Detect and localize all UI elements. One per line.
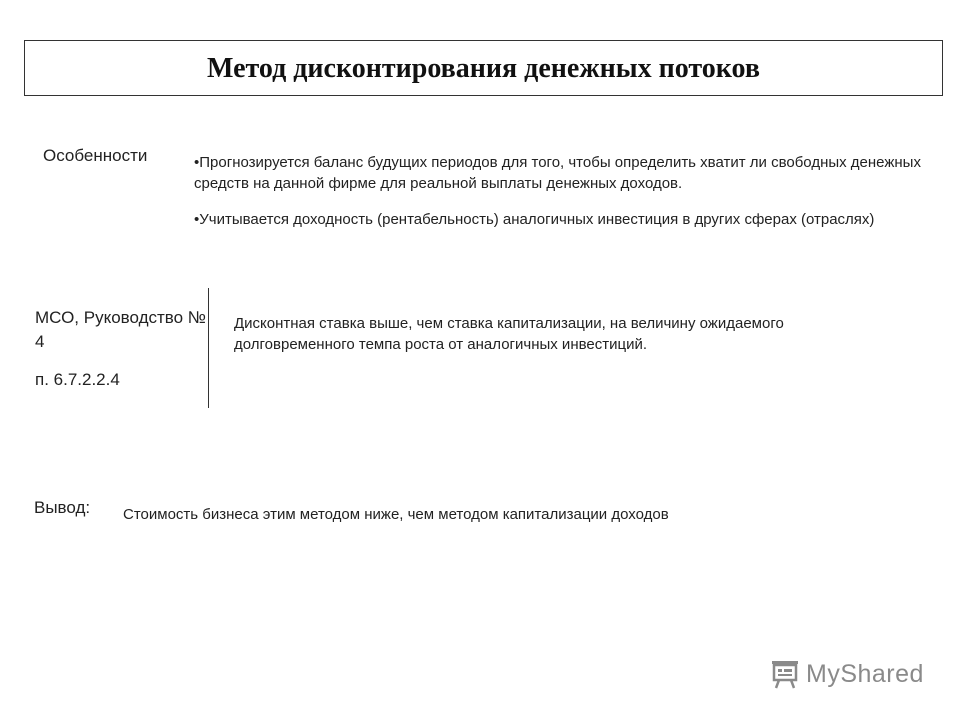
title-box <box>24 40 943 96</box>
presentation-board-icon <box>768 657 802 691</box>
watermark-text: MyShared <box>806 659 924 688</box>
mco-text: Дисконтная ставка выше, чем ставка капитализации, на величину ожидаемого долговременного темпа роста от аналогичных инвестиций. <box>234 315 784 353</box>
watermark <box>768 657 924 691</box>
conclusion-label: Вывод: <box>34 498 91 517</box>
mco-reference-label: МСО, Руководство № 4 <box>35 308 207 351</box>
conclusion-text: Стоимость бизнеса этим методом ниже, чем методом капитализации доходов <box>123 506 669 523</box>
vertical-divider <box>208 288 209 408</box>
features-bullet-1: •Прогнозируется баланс будущих периодов для того, чтобы определить хватит ли свободных денежных средств на данной фирме для реальной выплаты денежных доходов. <box>194 154 921 192</box>
mco-paragraph-label: п. 6.7.2.2.4 <box>35 370 120 389</box>
features-bullet-2: •Учитывается доходность (рентабельность) аналогичных инвестиция в других сферах (отраслях) <box>194 211 875 228</box>
page-title: Метод дисконтирования денежных потоков <box>207 53 760 84</box>
features-label: Особенности <box>43 146 148 165</box>
